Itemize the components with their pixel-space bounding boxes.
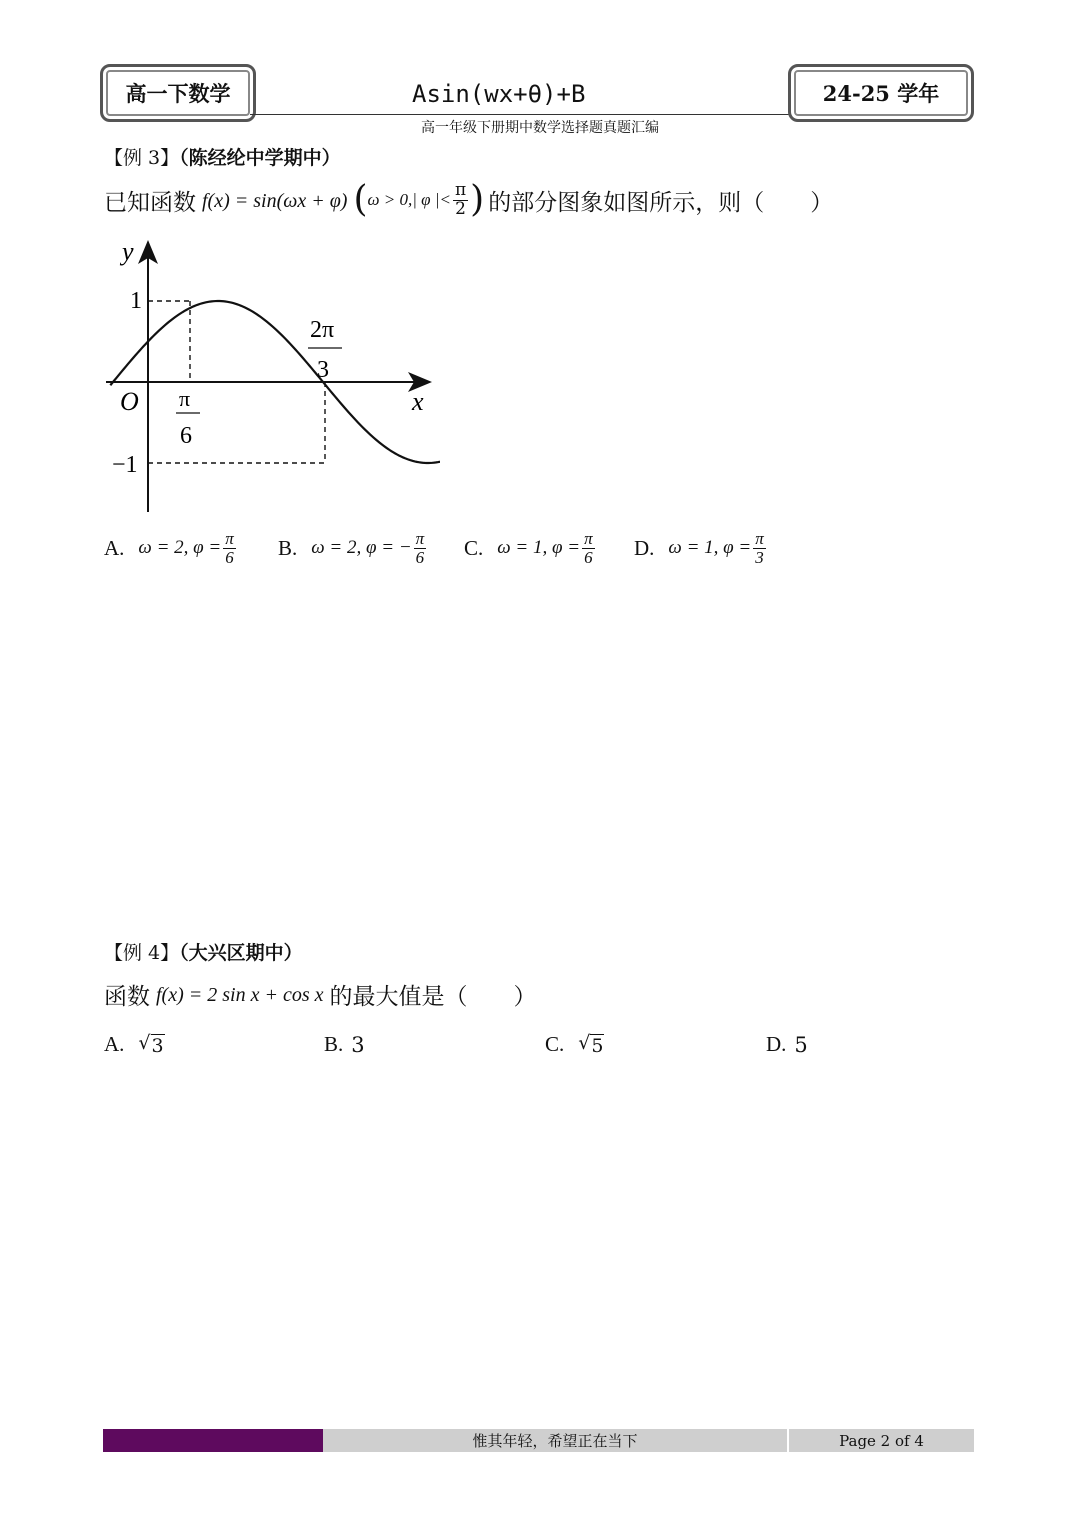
y-axis-label: y [122,237,134,266]
header-subject-box [100,64,256,122]
header-subject-label: 高一下数学 [125,81,231,106]
header-year-label: 24-25 学年 [822,81,940,106]
page-number: Page 2 of 4 [839,1431,924,1450]
footer-page-bar [789,1429,974,1452]
example-3-option-c[interactable] [464,530,597,567]
option-expression: ω = 2, φ = − [311,537,412,559]
option-value: 5 [794,1032,808,1057]
example-3-source: （陈经纶中学期中） [179,147,341,169]
condition-fraction [453,182,468,219]
option-letter: D. [634,535,655,560]
option-letter: C. [464,535,484,560]
option-letter: B. [324,1032,344,1056]
option-letter: C. [545,1032,565,1056]
right-paren: ) [470,179,485,221]
x-tick-2pi-3-numerator: 2π [310,317,335,343]
example-3-heading [104,143,341,170]
option-value: 3 [351,1032,365,1057]
option-numerator: π [225,529,234,548]
condition-fraction-numerator: π [454,180,467,200]
option-denominator: 6 [225,547,234,567]
option-letter: D. [766,1032,787,1056]
document-subtitle: 高一年级下册期中数学选择题真题汇编 [421,120,659,136]
y-tick-minus-1: −1 [112,452,138,478]
header-year-box [788,64,974,122]
radicand: 5 [591,1035,604,1057]
footer-motto-bar [323,1429,787,1452]
radicand: 3 [151,1035,164,1057]
example-4-source: （大兴区期中） [179,942,303,964]
example-4-heading [104,938,303,965]
example-4-stem [104,978,537,1011]
example-4-option-b[interactable] [324,1032,365,1057]
document-title: Asin(wx+θ)+B [412,80,586,108]
example-3-option-a[interactable] [104,530,238,567]
example-3-label: 【例 3】 [104,147,180,169]
example-4-stem-suffix: 的最大值是（ ） [329,984,537,1010]
example-3-option-b[interactable] [278,530,428,567]
x-axis-label: x [412,387,424,416]
example-3-condition: ω > 0,| φ |< [367,190,451,210]
option-denominator: 3 [755,547,764,567]
example-3-stem-suffix: 的部分图象如图所示，则（ ） [488,189,834,216]
option-denominator: 6 [584,547,593,567]
header-rule [250,114,790,115]
x-tick-pi-6-denominator: 6 [180,423,192,449]
option-expression: ω = 1, φ = [668,537,752,559]
sine-graph [100,232,440,522]
example-4-label: 【例 4】 [104,942,180,964]
x-tick-pi-6-numerator: π [179,386,191,411]
option-letter: A. [104,1032,125,1056]
example-3-stem [104,179,834,221]
condition-fraction-denominator: 2 [455,198,466,219]
option-letter: B. [278,535,298,560]
x-tick-2pi-3-denominator: 3 [317,357,329,383]
option-numerator: π [755,529,764,548]
sqrt-expression: √ 5 [578,1032,604,1057]
footer-accent-bar [103,1429,323,1452]
example-4-option-c[interactable] [545,1032,604,1057]
example-4-stem-prefix: 函数 [104,984,150,1010]
example-4-option-a[interactable] [104,1032,165,1057]
y-tick-1: 1 [130,288,142,314]
origin-label: O [120,387,139,416]
example-4-function: f(x) = 2 sin x + cos x [156,984,324,1006]
option-denominator: 6 [415,547,425,567]
option-expression: ω = 2, φ = [138,537,222,559]
footer-motto: 惟其年轻，希望正在当下 [472,1432,638,1450]
example-3-function: f(x) = sin(ωx + φ) [202,189,348,212]
option-numerator: π [584,529,593,548]
example-4-option-d[interactable] [766,1032,808,1057]
sqrt-expression: √ 3 [138,1032,164,1057]
option-numerator: π [415,529,425,548]
left-paren: ( [353,179,368,221]
option-letter: A. [104,535,125,560]
example-3-stem-prefix: 已知函数 [104,189,196,216]
option-expression: ω = 1, φ = [497,537,581,559]
example-3-option-d[interactable] [634,530,768,567]
